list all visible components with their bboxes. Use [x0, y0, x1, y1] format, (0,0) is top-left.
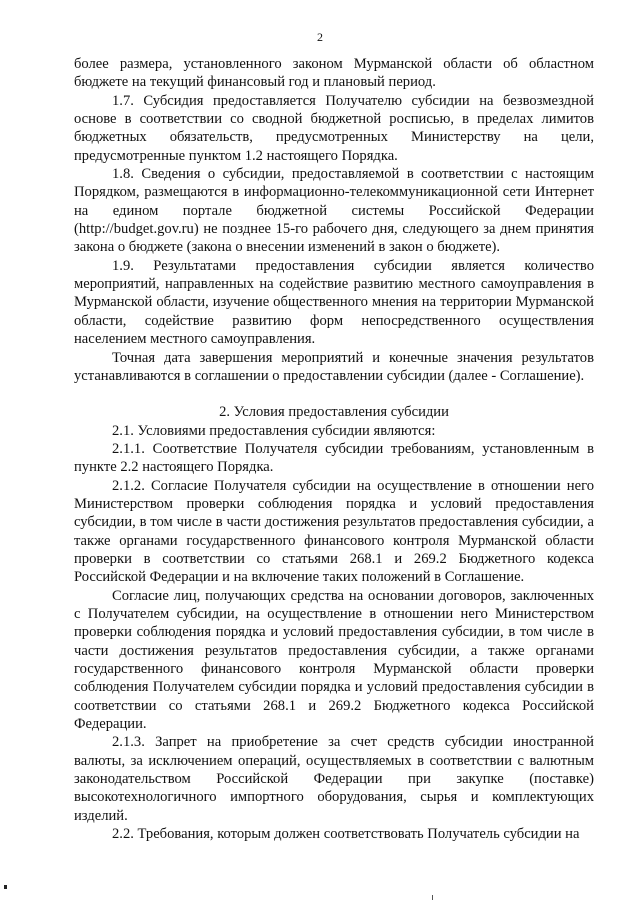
paragraph-1-8: 1.8. Сведения о субсидии, предоставляемой в соответствии с настоящим Порядком, размещаются в информационно-телекоммуникационной сети Интернет на едином портале бюджетной системы Российской Федерации (http://budget.gov.ru) не позднее 15-го рабочего дня, следующего за днем принятия закона о бюджете (закона о внесении изменений в закон о бюджете).	[74, 166, 594, 256]
paragraph-2-1-3: 2.1.3. Запрет на приобретение за счет средств субсидии иностранной валюты, за исключением операций, осуществляемых в соответствии с валютным законодательством Российской Федерации при закупке (поставке) высокотехнологичного импортного оборудования, сырья и комплектующих изделий.	[74, 734, 594, 824]
paragraph-2-1-2: 2.1.2. Согласие Получателя субсидии на осуществление в отношении него Министерством проверки соблюдения порядка и условий предоставления субсидии, в том числе в части достижения результатов предоставления субсидии, а также органами государственного финансового контроля Мурманской области проверки в соответствии со статьями 268.1 и 269.2 Бюджетного кодекса Российской Федерации и на включение таких положений в Соглашение.	[74, 477, 594, 586]
paragraph-2-2: 2.2. Требования, которым должен соответствовать Получатель субсидии на	[112, 826, 580, 843]
paragraph-1-7: 1.7. Субсидия предоставляется Получателю субсидии на безвозмездной основе в соответствии со сводной бюджетной росписью, в пределах лимитов бюджетных обязательств, предусмотренных Министерству на цели, предусмотренные пунктом 1.2 настоящего Порядка.	[74, 92, 594, 164]
section-heading-2: 2. Условия предоставления субсидии	[219, 404, 449, 421]
scan-mark	[4, 885, 7, 889]
paragraph-results-date: Точная дата завершения мероприятий и конечные значения результатов устанавливаются в соглашении о предоставлении субсидии (далее - Соглашение).	[74, 349, 594, 384]
page-number: 2	[317, 30, 323, 44]
paragraph-2-1-1: 2.1.1. Соответствие Получателя субсидии требованиям, установленным в пункте 2.2 настоящего Порядка.	[74, 440, 594, 476]
paragraph-1-9: 1.9. Результатами предоставления субсидии является количество мероприятий, направленных на содействие развитию местного самоуправления в Мурманской области, изучение общественного мнения на территории Мурманской области, содействие развитию форм непосредственного осуществления населением местного самоуправления.	[74, 257, 594, 348]
paragraph-2-1: 2.1. Условиями предоставления субсидии являются:	[112, 422, 436, 439]
scan-mark	[432, 895, 433, 900]
document-body	[74, 55, 594, 843]
paragraph-continuation: более размера, установленного законом Мурманской области об областном бюджете на текущий финансовый год и плановый период.	[74, 56, 594, 91]
paragraph-consent-persons: Согласие лиц, получающих средства на основании договоров, заключенных с Получателем субсидии, на осуществление в отношении него Министерством проверки соблюдения порядка и условий предоставления субсидии, в том числе в части достижения результатов предоставления субсидии, а также органами государственного финансового контроля Мурманской области проверки соблюдения Получателем субсидии порядка и условий предоставления субсидии в соответствии со статьями 268.1 и 269.2 Бюджетного кодекса Российской Федерации.	[74, 587, 594, 733]
